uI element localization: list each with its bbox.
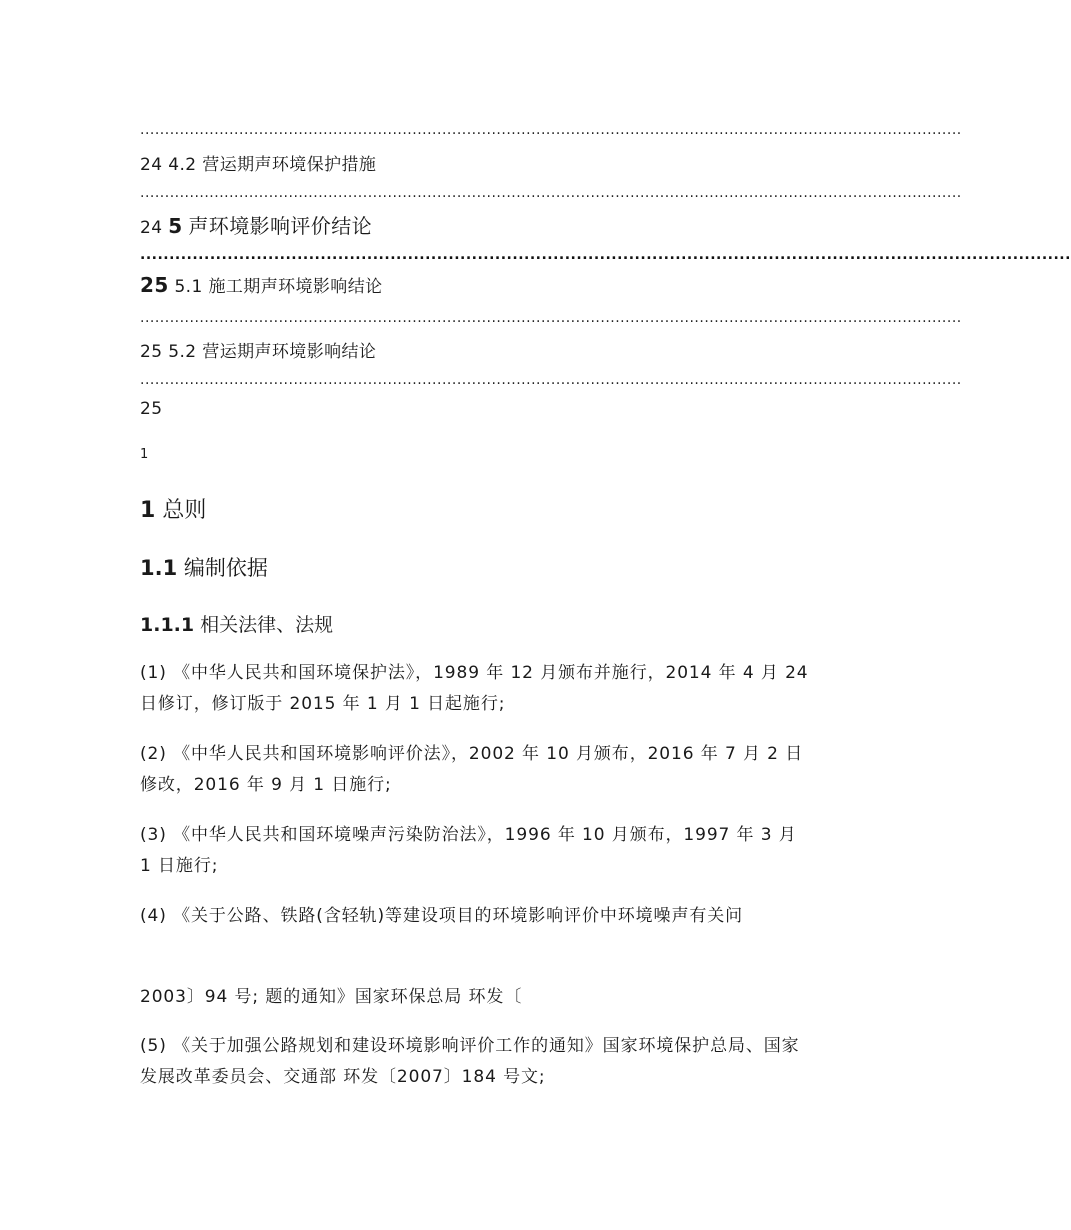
toc-page-number: 24	[140, 218, 163, 238]
heading-number: 1.1.1	[140, 614, 195, 636]
toc-section-number: 5	[168, 214, 183, 238]
law-item-4-continuation: 2003〕94 号; 题的通知》国家环保总局 环发〔	[140, 987, 523, 1007]
toc-page-number: 25	[140, 342, 163, 362]
heading-title: 编制依据	[183, 556, 268, 580]
law-item-1: (1) 《中华人民共和国环境保护法》，1989 年 12 月颁布并施行，2014 年 4 月 24 日修订，修订版于 2015 年 1 月 1 日起施行;	[140, 663, 809, 714]
toc-entry-5[interactable]	[140, 210, 372, 239]
law-item-5: (5) 《关于加强公路规划和建设环境影响评价工作的通知》国家环境保护总局、国家发展改革委员会、交通部 环发〔2007〕184 号文;	[140, 1036, 800, 1087]
law-item-4: (4) 《关于公路、铁路(含轻轨)等建设项目的环境影响评价中环境噪声有关问	[140, 906, 744, 926]
heading-1	[140, 493, 206, 524]
toc-leader-dots-bold: ................................................................................................................................................................	[140, 247, 1071, 263]
toc-entry-title: 5.2 营运期声环境影响结论	[168, 342, 377, 362]
law-item-2: (2) 《中华人民共和国环境影响评价法》，2002 年 10 月颁布，2016 年 7 月 2 日修改，2016 年 9 月 1 日施行;	[140, 744, 804, 795]
toc-entry-title: 声环境影响评价结论	[188, 214, 372, 238]
heading-title: 相关法律、法规	[200, 614, 334, 636]
toc-page-number: 25	[140, 273, 169, 297]
page-number: 1	[140, 447, 149, 462]
heading-number: 1.1	[140, 556, 178, 580]
toc-entry-5-2[interactable]	[140, 337, 376, 362]
toc-entry-5-1[interactable]	[140, 272, 383, 297]
toc-entry-title: 5.1 施工期声环境影响结论	[174, 277, 383, 297]
heading-number: 1	[140, 498, 156, 523]
toc-entry-4-2[interactable]	[140, 150, 376, 175]
toc-page-number: 24	[140, 155, 163, 175]
toc-leader-dots: ......................................................................................................................................................................	[140, 122, 962, 138]
toc-leader-dots: ......................................................................................................................................................................	[140, 372, 962, 388]
law-item-3: (3) 《中华人民共和国环境噪声污染防治法》，1996 年 10 月颁布，1997 年 3 月 1 日施行;	[140, 825, 797, 876]
toc-leader-dots: ......................................................................................................................................................................	[140, 310, 962, 326]
toc-leader-dots: ......................................................................................................................................................................	[140, 185, 962, 201]
heading-1-1-1	[140, 610, 333, 637]
toc-entry-title: 4.2 营运期声环境保护措施	[168, 155, 377, 175]
toc-page-number: 25	[140, 399, 163, 419]
heading-1-1	[140, 552, 268, 582]
toc-entry-end[interactable]	[140, 399, 162, 419]
heading-title: 总则	[162, 498, 207, 523]
